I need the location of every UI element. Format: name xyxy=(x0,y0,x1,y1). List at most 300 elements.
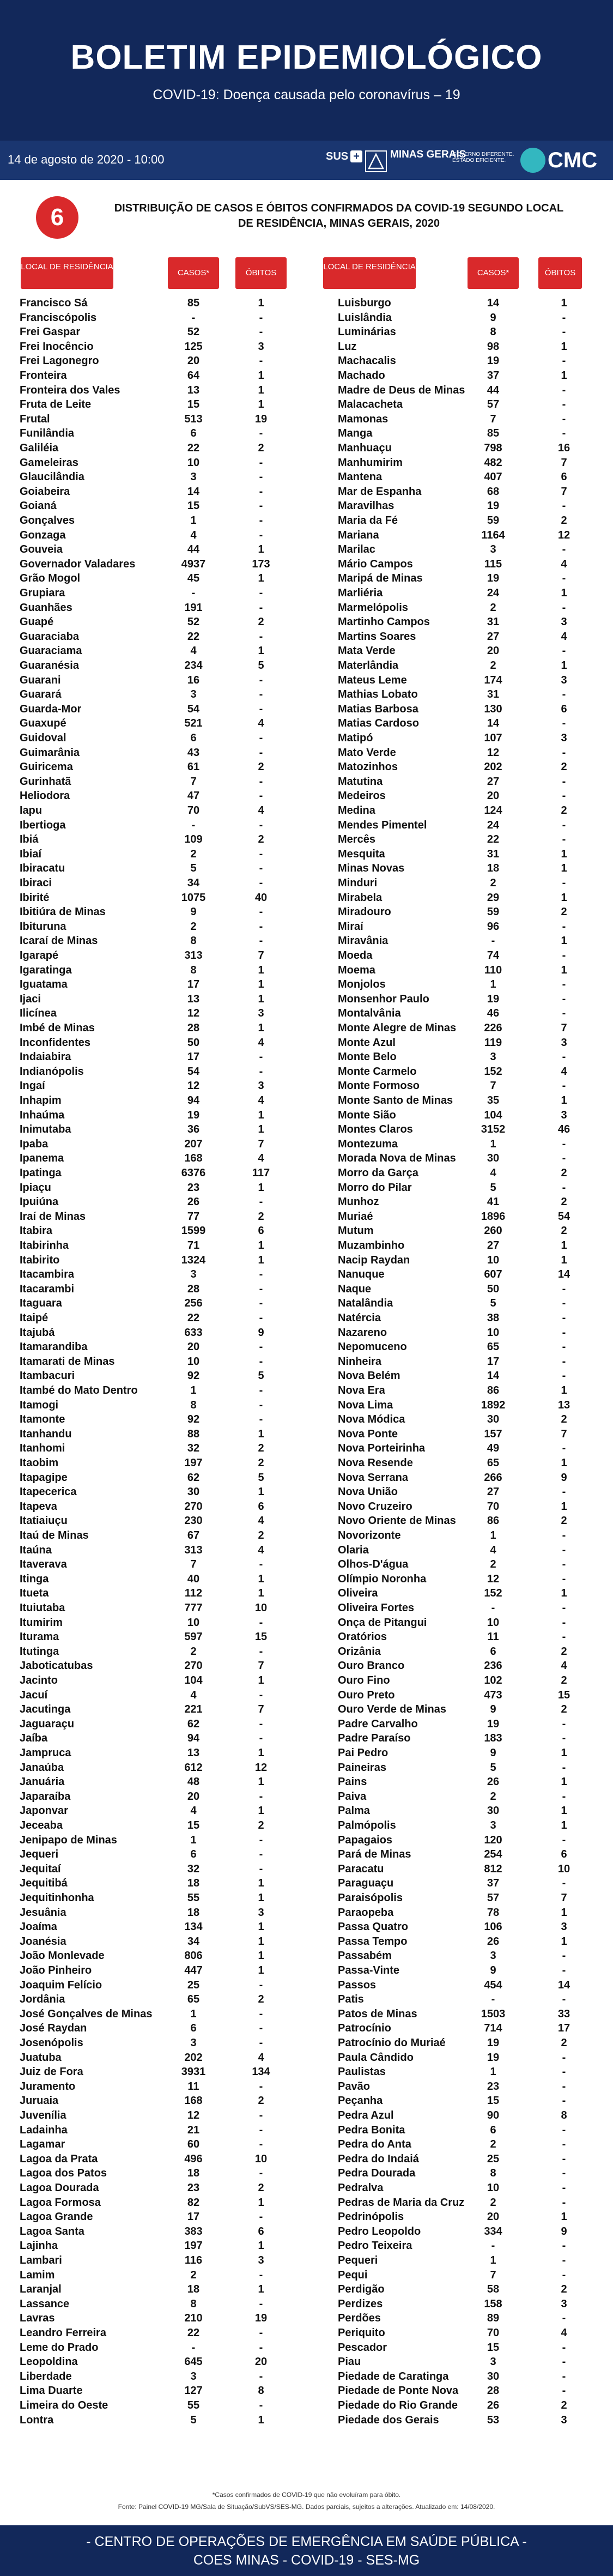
cases-value: - xyxy=(191,2341,196,2354)
deaths-value: 173 xyxy=(252,558,270,570)
table-row xyxy=(338,716,583,731)
municipality-name: Mário Campos xyxy=(338,558,413,570)
cases-value: 23 xyxy=(487,2080,500,2093)
cases-value: 183 xyxy=(484,1732,502,1745)
table-row xyxy=(338,2051,583,2065)
table-row xyxy=(338,2311,583,2326)
deaths-value: 5 xyxy=(258,660,264,672)
deaths-value: 40 xyxy=(254,891,268,904)
deaths-value: 4 xyxy=(561,1065,567,1078)
municipality-name: Jaboticatubas xyxy=(20,1660,93,1672)
deaths-value: 1 xyxy=(561,660,567,672)
deaths-value: - xyxy=(259,2341,263,2354)
table-row xyxy=(338,1891,583,1906)
cases-value: 4 xyxy=(490,1167,496,1179)
municipality-name: Ouro Verde de Minas xyxy=(338,1703,446,1716)
cases-value: 5 xyxy=(490,1297,496,1310)
cases-value: 85 xyxy=(487,427,500,440)
table-row xyxy=(338,1282,583,1297)
municipality-name: Lagoa da Prata xyxy=(20,2152,98,2165)
cases-value: 60 xyxy=(187,2138,200,2151)
deaths-value: - xyxy=(259,746,263,759)
deaths-value: 1 xyxy=(561,340,567,353)
deaths-value: 1 xyxy=(561,370,567,382)
table-row xyxy=(20,2036,280,2051)
cases-value: 513 xyxy=(184,413,203,425)
municipality-name: Montalvânia xyxy=(338,1007,401,1020)
table-row xyxy=(338,1775,583,1789)
table-row xyxy=(338,775,583,789)
cases-value: 70 xyxy=(487,1500,500,1513)
table-row xyxy=(338,1862,583,1877)
deaths-value: 2 xyxy=(561,1515,567,1527)
municipality-name: Guaxupé xyxy=(20,717,66,730)
table-row xyxy=(338,746,583,760)
deaths-value: 1 xyxy=(258,1747,264,1759)
table-row xyxy=(338,2065,583,2079)
cases-value: 174 xyxy=(484,674,502,686)
municipality-name: Monte Belo xyxy=(338,1051,397,1063)
municipality-name: Grão Mogol xyxy=(20,572,81,585)
cases-value: 6 xyxy=(190,1848,197,1861)
deaths-value: - xyxy=(562,326,566,338)
municipality-name: Ouro Fino xyxy=(338,1674,390,1686)
cases-value: - xyxy=(191,587,196,599)
municipality-name: Jaíba xyxy=(20,1732,48,1745)
municipality-name: Janaúba xyxy=(20,1761,64,1774)
table-row xyxy=(20,426,280,441)
table-row xyxy=(20,1688,280,1703)
cases-value: 197 xyxy=(184,1457,203,1469)
municipality-name: Olaria xyxy=(338,1544,369,1556)
municipality-name: Itabira xyxy=(20,1225,53,1237)
cases-value: 1 xyxy=(190,1834,197,1846)
table-row xyxy=(20,1296,280,1311)
municipality-name: Jequitaí xyxy=(20,1863,61,1875)
cases-value: 313 xyxy=(184,1544,203,1556)
table-row xyxy=(338,1572,583,1587)
table-row xyxy=(20,2137,280,2152)
cases-value: 473 xyxy=(484,1689,502,1701)
deaths-value: 1 xyxy=(561,297,567,309)
deaths-value: 1 xyxy=(561,2211,567,2223)
table-row xyxy=(338,2021,583,2036)
cases-value: 86 xyxy=(487,1515,500,1527)
table-row xyxy=(338,1267,583,1282)
table-row xyxy=(338,1963,583,1978)
municipality-name: Itaguara xyxy=(20,1297,62,1310)
table-row xyxy=(338,1731,583,1746)
municipality-name: Paraopeba xyxy=(338,1906,394,1919)
cases-value: 2 xyxy=(190,2269,197,2281)
deaths-value: - xyxy=(562,1718,566,1730)
table-row xyxy=(338,2007,583,2022)
deaths-value: - xyxy=(562,1297,566,1310)
table-row xyxy=(20,1267,280,1282)
deaths-value: - xyxy=(259,906,263,918)
table-row xyxy=(338,1456,583,1471)
table-row xyxy=(338,2166,583,2181)
header-banner xyxy=(0,0,613,141)
cases-value: 22 xyxy=(487,833,500,846)
municipality-name: Moema xyxy=(338,964,375,976)
municipality-name: Padre Paraíso xyxy=(338,1732,411,1745)
table-row xyxy=(20,1673,280,1688)
cases-value: 58 xyxy=(487,2283,500,2296)
cases-value: 17 xyxy=(187,1051,200,1063)
municipality-name: Ibirité xyxy=(20,891,50,904)
municipality-name: Itapecerica xyxy=(20,1486,77,1498)
deaths-value: - xyxy=(259,920,263,933)
deaths-value: - xyxy=(562,819,566,831)
table-row xyxy=(20,2355,280,2369)
municipality-name: Guarda-Mor xyxy=(20,703,82,715)
deaths-value: - xyxy=(562,2269,566,2281)
cases-value: 2 xyxy=(190,848,197,860)
table-row xyxy=(338,513,583,528)
municipality-name: Jeceaba xyxy=(20,1819,63,1831)
cases-value: 74 xyxy=(487,950,500,962)
cases-value: 256 xyxy=(184,1297,203,1310)
municipality-name: Piedade de Caratinga xyxy=(338,2370,449,2383)
municipality-name: Igaratinga xyxy=(20,964,72,976)
deaths-value: 1 xyxy=(561,891,567,904)
municipality-name: Pará de Minas xyxy=(338,1848,411,1861)
deaths-value: 1 xyxy=(258,645,264,657)
municipality-name: Igarapé xyxy=(20,950,59,962)
municipality-name: Pedra Dourada xyxy=(338,2167,416,2180)
deaths-value: - xyxy=(259,630,263,643)
municipality-name: José Raydan xyxy=(20,2022,87,2035)
cases-value: 2 xyxy=(490,660,496,672)
cases-value: 5 xyxy=(190,862,197,875)
table-row xyxy=(338,658,583,673)
table-row xyxy=(338,1702,583,1717)
deaths-value: - xyxy=(259,471,263,483)
table-row xyxy=(338,2326,583,2341)
municipality-name: Frei Gaspar xyxy=(20,326,81,338)
municipality-name: Itumirim xyxy=(20,1616,63,1629)
deaths-value: - xyxy=(562,2312,566,2325)
table-row xyxy=(20,1238,280,1253)
table-row xyxy=(338,2384,583,2398)
municipality-name: Malacacheta xyxy=(338,398,403,411)
municipality-name: Guaraciama xyxy=(20,645,82,657)
cases-value: 3 xyxy=(190,2037,197,2049)
deaths-value: 1 xyxy=(561,1906,567,1919)
table-row xyxy=(338,354,583,368)
cases-value: 98 xyxy=(487,340,500,353)
municipality-name: Pedro Teixeira xyxy=(338,2240,412,2252)
municipality-name: Luisburgo xyxy=(338,297,391,309)
cases-value: 90 xyxy=(487,2109,500,2121)
cases-value: 2 xyxy=(190,1645,197,1658)
deaths-value: 2 xyxy=(561,2399,567,2411)
table-row xyxy=(338,2210,583,2224)
deaths-value: 15 xyxy=(254,1631,268,1643)
cases-value: 14 xyxy=(487,297,500,309)
deaths-value: - xyxy=(259,355,263,367)
municipality-name: Matutina xyxy=(338,775,383,788)
municipality-name: Laranjal xyxy=(20,2283,62,2296)
municipality-name: Piedade de Ponte Nova xyxy=(338,2385,459,2397)
cases-value: 78 xyxy=(487,1906,500,1919)
table-row xyxy=(20,383,280,398)
table-row xyxy=(20,876,280,891)
right-header-obitos: ÓBITOS xyxy=(538,257,582,289)
cases-value: 27 xyxy=(487,1239,500,1251)
deaths-value: - xyxy=(562,1631,566,1643)
municipality-name: Ipanema xyxy=(20,1152,64,1165)
table-row xyxy=(338,1978,583,1993)
deaths-value: - xyxy=(562,355,566,367)
deaths-value: 9 xyxy=(561,2225,567,2238)
table-row xyxy=(338,1688,583,1703)
cases-value: 152 xyxy=(484,1065,502,1078)
deaths-value: - xyxy=(259,2007,263,2020)
cases-value: 12 xyxy=(487,746,500,759)
municipality-name: Fruta de Leite xyxy=(20,398,92,411)
municipality-name: Heliodora xyxy=(20,790,70,802)
municipality-name: Perdões xyxy=(338,2312,381,2325)
deaths-value: 7 xyxy=(561,1022,567,1034)
table-row xyxy=(20,1050,280,1065)
municipality-name: Gameleiras xyxy=(20,456,78,469)
deaths-value: - xyxy=(259,819,263,831)
table-row xyxy=(20,485,280,499)
municipality-name: Passos xyxy=(338,1979,377,1991)
deaths-value: - xyxy=(562,2356,566,2368)
deaths-value: - xyxy=(562,978,566,991)
cases-value: 11 xyxy=(187,2080,199,2093)
cases-value: 254 xyxy=(484,1848,502,1861)
table-row xyxy=(338,368,583,383)
municipality-name: Funilândia xyxy=(20,427,74,440)
deaths-value: 2 xyxy=(258,442,264,454)
deaths-value: - xyxy=(259,2124,263,2136)
cases-value: 11 xyxy=(487,1631,499,1643)
deaths-value: 3 xyxy=(258,2254,264,2266)
municipality-name: Frutal xyxy=(20,413,50,425)
municipality-name: Itaipé xyxy=(20,1312,48,1324)
cases-value: 38 xyxy=(487,1312,500,1324)
municipality-name: Paulistas xyxy=(338,2066,386,2078)
table-row xyxy=(20,1210,280,1224)
cases-value: 8 xyxy=(190,964,197,976)
deaths-value: - xyxy=(562,717,566,730)
cases-value: 120 xyxy=(484,1834,502,1846)
cases-value: 44 xyxy=(487,384,500,396)
table-row xyxy=(338,644,583,658)
municipality-name: Miradouro xyxy=(338,906,391,918)
municipality-name: Ipiaçu xyxy=(20,1181,51,1194)
table-row xyxy=(20,2326,280,2341)
municipality-name: Itabirito xyxy=(20,1254,60,1266)
deaths-value: - xyxy=(562,2167,566,2180)
table-row xyxy=(338,1514,583,1528)
deaths-value: - xyxy=(562,790,566,802)
municipality-name: Minduri xyxy=(338,877,378,889)
cases-value: - xyxy=(491,1602,495,1614)
table-row xyxy=(338,1992,583,2007)
cases-value: 157 xyxy=(484,1428,502,1440)
table-row xyxy=(338,760,583,775)
deaths-value: - xyxy=(259,1863,263,1875)
municipality-name: Oliveira Fortes xyxy=(338,1602,415,1614)
cases-value: 110 xyxy=(484,964,502,976)
municipality-name: Manhuaçu xyxy=(338,442,392,454)
municipality-name: Monte Alegre de Minas xyxy=(338,1022,457,1034)
municipality-name: Glaucilândia xyxy=(20,471,84,483)
municipality-name: Paraguaçu xyxy=(338,1877,394,1890)
municipality-name: Nova Era xyxy=(338,1384,385,1396)
cases-value: 96 xyxy=(487,920,500,933)
municipality-name: Ingaí xyxy=(20,1080,45,1092)
cases-value: 57 xyxy=(487,1892,500,1904)
deaths-value: - xyxy=(259,1355,263,1368)
table-row xyxy=(338,891,583,905)
cases-value: 18 xyxy=(187,2167,200,2180)
table-row xyxy=(20,2384,280,2398)
deaths-value: 7 xyxy=(258,950,264,962)
deaths-value: 8 xyxy=(258,2385,264,2397)
deaths-value: - xyxy=(259,862,263,875)
municipality-name: José Gonçalves de Minas xyxy=(20,2007,153,2020)
cases-value: - xyxy=(491,1993,495,2006)
cases-value: 454 xyxy=(484,1979,502,1991)
municipality-name: Jampruca xyxy=(20,1747,71,1759)
table-row xyxy=(338,1659,583,1673)
cmc-logo: CMC xyxy=(548,148,598,172)
cases-value: 22 xyxy=(187,2327,200,2339)
cases-value: 496 xyxy=(184,2152,203,2165)
cases-value: 65 xyxy=(487,1457,500,1469)
deaths-value: - xyxy=(562,950,566,962)
deaths-value: 3 xyxy=(258,1080,264,1092)
municipality-name: Lagamar xyxy=(20,2138,65,2151)
table-row xyxy=(338,2341,583,2355)
table-row xyxy=(20,1963,280,1978)
cases-value: 35 xyxy=(487,1095,500,1106)
table-row xyxy=(20,499,280,513)
deaths-value: 1 xyxy=(258,1486,264,1498)
municipality-name: Lambari xyxy=(20,2254,62,2266)
municipality-name: Pedra Azul xyxy=(338,2109,394,2121)
cases-value: 3 xyxy=(490,1051,496,1063)
municipality-name: Lamim xyxy=(20,2269,55,2281)
deaths-value: - xyxy=(562,1544,566,1556)
table-row xyxy=(338,1528,583,1543)
cases-value: 3152 xyxy=(481,1123,506,1136)
municipality-name: Joaíma xyxy=(20,1921,57,1933)
cases-value: 3 xyxy=(190,688,197,701)
deaths-value: 2 xyxy=(561,1196,567,1208)
deaths-value: 3 xyxy=(561,2414,567,2426)
municipality-name: Itutinga xyxy=(20,1645,59,1658)
cases-value: 168 xyxy=(184,1152,203,1165)
deaths-value: - xyxy=(259,1399,263,1411)
municipality-name: Nova Porteirinha xyxy=(338,1442,426,1455)
cases-value: 50 xyxy=(487,1283,500,1295)
deaths-value: 15 xyxy=(557,1689,570,1701)
table-row xyxy=(338,1050,583,1065)
table-row xyxy=(338,2355,583,2369)
cases-value: 18 xyxy=(487,862,500,875)
cases-value: 9 xyxy=(490,1703,496,1716)
table-row xyxy=(338,1673,583,1688)
cases-value: 28 xyxy=(187,1022,200,1034)
cases-value: 8 xyxy=(190,935,197,947)
table-row xyxy=(338,383,583,398)
deaths-value: - xyxy=(259,1616,263,1629)
deaths-value: - xyxy=(562,2051,566,2064)
cases-value: 383 xyxy=(184,2225,203,2238)
cases-value: 197 xyxy=(184,2240,203,2252)
deaths-value: - xyxy=(259,2022,263,2035)
municipality-name: Ipatinga xyxy=(20,1167,62,1179)
municipality-name: Franciscópolis xyxy=(20,311,97,324)
deaths-value: - xyxy=(259,456,263,469)
deaths-value: 4 xyxy=(258,1095,264,1106)
municipality-name: Piau xyxy=(338,2356,361,2368)
table-row xyxy=(20,2282,280,2297)
table-row xyxy=(338,311,583,325)
municipality-name: Pedrinópolis xyxy=(338,2211,404,2223)
municipality-name: João Monlevade xyxy=(20,1950,105,1962)
table-row xyxy=(338,2253,583,2268)
cases-value: 34 xyxy=(187,877,200,889)
table-row xyxy=(338,1151,583,1166)
table-row xyxy=(20,644,280,658)
table-row xyxy=(338,586,583,601)
municipality-name: Japaraíba xyxy=(20,1790,71,1803)
municipality-name: Patis xyxy=(338,1993,364,2006)
municipality-name: Inconfidentes xyxy=(20,1036,91,1049)
deaths-value: 1 xyxy=(258,1428,264,1440)
municipality-name: Mesquita xyxy=(338,848,385,860)
deaths-value: 16 xyxy=(557,442,570,454)
cases-value: 30 xyxy=(487,1152,500,1165)
municipality-name: Montes Claros xyxy=(338,1123,413,1136)
municipality-name: Pedra do Anta xyxy=(338,2138,411,2151)
municipality-name: Goiabeira xyxy=(20,485,70,498)
deaths-value: - xyxy=(562,645,566,657)
table-row xyxy=(20,1906,280,1920)
table-row xyxy=(20,891,280,905)
cases-value: 191 xyxy=(184,601,203,614)
table-row xyxy=(338,1224,583,1238)
deaths-value: - xyxy=(562,398,566,411)
cases-value: 70 xyxy=(187,805,200,817)
table-row xyxy=(338,1412,583,1427)
municipality-name: Guimarânia xyxy=(20,746,80,759)
cases-value: 31 xyxy=(487,688,500,701)
deaths-value: - xyxy=(562,572,566,585)
cases-value: 798 xyxy=(484,442,502,454)
table-row xyxy=(20,1369,280,1383)
cases-value: 1 xyxy=(190,1384,197,1396)
table-row xyxy=(20,1354,280,1369)
table-row xyxy=(20,2413,280,2428)
cases-value: 8 xyxy=(190,1399,197,1411)
table-row xyxy=(338,1789,583,1804)
deaths-value: - xyxy=(259,1689,263,1701)
deaths-value: - xyxy=(259,935,263,947)
table-row xyxy=(338,1137,583,1152)
municipality-name: Patrocínio xyxy=(338,2022,391,2035)
deaths-value: 14 xyxy=(557,1979,570,1991)
table-row xyxy=(338,1471,583,1485)
